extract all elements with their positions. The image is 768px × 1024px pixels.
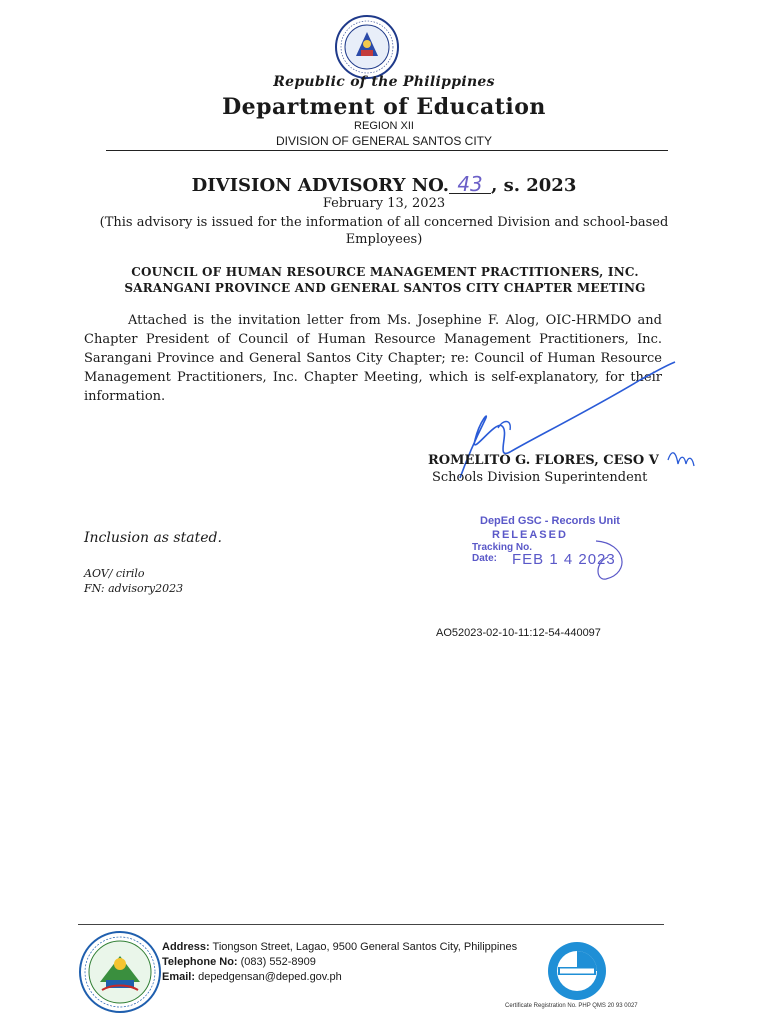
signatory-title: Schools Division Superintendent [432, 470, 648, 485]
subject-heading [90, 264, 680, 296]
republic-heading: Republic of the Philippines [273, 74, 495, 90]
telephone-value: (083) 552-8909 [240, 956, 316, 968]
advisory-date: February 13, 2023 [322, 196, 446, 211]
iso-certification-logo [546, 940, 608, 1002]
inclusion-note: Inclusion as stated. [84, 530, 222, 546]
advisory-title [0, 172, 768, 196]
footer-divider [78, 924, 664, 925]
stamp-date-value: FEB 1 4 2023 [512, 551, 616, 568]
deped-seal-logo [334, 14, 400, 80]
released-stamp [466, 515, 646, 585]
header-divider [106, 150, 668, 151]
telephone-label: Telephone No: [162, 956, 238, 968]
department-heading: Department of Education [222, 94, 546, 120]
advisory-note: (This advisory is issued for the information of all concerned Division and school-based Employees) [99, 215, 669, 247]
initials-line-1: AOV/ cirilo [84, 567, 145, 580]
initials-line-2: FN: advisory2023 [84, 582, 184, 595]
stamp-date-label: Date: [472, 553, 498, 564]
subject-line-2: SARANGANI PROVINCE AND GENERAL SANTOS CITY CHAPTER MEETING [124, 281, 646, 295]
stamp-office: DepEd GSC - Records Unit [480, 515, 620, 527]
division-label: DIVISION OF GENERAL SANTOS CITY [275, 134, 493, 148]
body-paragraph: Attached is the invitation letter from Ms. Josephine F. Alog, OIC-HRMDO and Chapter President of Council of Human Resource Management Practitioners, Inc. Sarangani Province and General Santos City Chapter; re: Council of Human Resource Management Practitioners, Inc. Chapter Meeting, which is self-explanatory, for their information. [84, 313, 662, 404]
division-seal-logo [78, 930, 162, 1014]
footer-address-line [162, 940, 517, 955]
email-value: depedgensan@deped.gov.ph [198, 971, 342, 983]
advisory-number: 43 [449, 175, 491, 194]
reference-initials [84, 566, 183, 596]
address-label: Address: [162, 941, 210, 953]
advisory-title-prefix: DIVISION ADVISORY NO. [191, 175, 450, 196]
signatory-name: ROMELITO G. FLORES, CESO V [428, 453, 659, 468]
advisory-title-suffix: , s. 2023 [491, 175, 577, 196]
footer-email-line [162, 970, 517, 985]
stamp-tracking-label: Tracking No. [472, 542, 533, 553]
subject-line-1: COUNCIL OF HUMAN RESOURCE MANAGEMENT PRACTITIONERS, INC. [131, 265, 639, 279]
region-label: REGION XII [354, 120, 414, 132]
stamp-initial-scribble [586, 533, 636, 583]
certificate-registration: Certificate Registration No. PHP QMS 20 93 0027 [505, 1003, 638, 1009]
footer-telephone-line [162, 955, 517, 970]
email-label: Email: [162, 971, 196, 983]
document-code: AO52023-02-10-11:12-54-440097 [436, 627, 601, 639]
address-value: Tiongson Street, Lagao, 9500 General Santos City, Philippines [212, 941, 518, 953]
stamp-status: RELEASED [492, 529, 568, 541]
footer-contact-block [162, 940, 517, 985]
